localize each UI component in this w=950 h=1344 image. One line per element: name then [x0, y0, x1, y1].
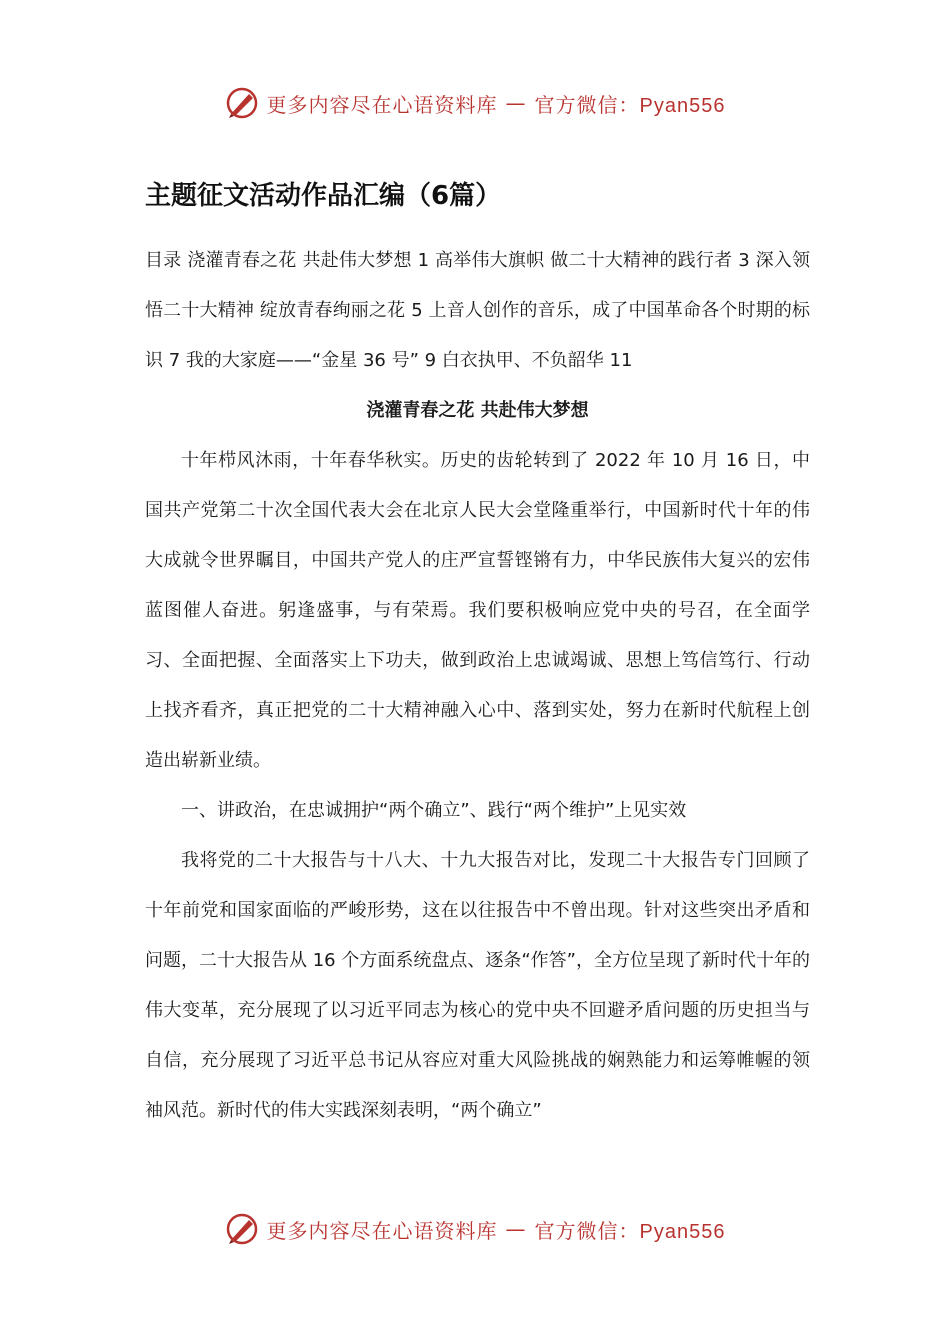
paragraph-3: 我将党的二十大报告与十八大、十九大报告对比，发现二十大报告专门回顾了十年前党和国家面临的严峻形势，这在以往报告中不曾出现。针对这些突出矛盾和问题，二十大报告从 16 个方面系统盘点、逐条“作答”，全方位呈现了新时代十年的伟大变革，充分展现了以习近平同志为核心的党中央不回避矛盾问题的历史担当与自信，充分展现了习近平总书记从容应对重大风险挑战的娴熟能力和运筹帷幄的领袖风范。新时代的伟大实践深刻表明，“两个确立” — [145, 850, 810, 1121]
banner-separator: — — [505, 1217, 527, 1241]
footer-banner — [0, 1212, 950, 1246]
section-title: 浇灌青春之花 共赴伟大梦想 — [366, 400, 589, 421]
paragraph-1: 十年栉风沐雨，十年春华秋实。历史的齿轮转到了 2022 年 10 月 16 日，中国共产党第二十次全国代表大会在北京人民大会堂隆重举行，中国新时代十年的伟大成就令世界瞩目，中国共产党人的庄严宣誓铿锵有力，中华民族伟大复兴的宏伟蓝图催人奋进。躬逢盛事，与有荣焉。我们要积极响应党中央的号召，在全面学习、全面把握、全面落实上下功夫，做到政治上忠诚竭诚、思想上笃信笃行、行动上找齐看齐，真正把党的二十大精神融入心中、落到实处，努力在新时代航程上创造出崭新业绩。 — [145, 450, 810, 771]
pen-logo-icon — [225, 86, 259, 120]
banner-text: 更多内容尽在心语资料库 — [266, 92, 498, 117]
banner-text: 更多内容尽在心语资料库 — [266, 1218, 498, 1243]
document-body — [145, 170, 810, 1136]
banner-wechat: 官方微信：Pyan556 — [534, 1220, 726, 1243]
pen-logo-icon — [225, 1212, 259, 1246]
banner-separator: — — [505, 91, 527, 115]
banner-wechat: 官方微信：Pyan556 — [534, 94, 726, 117]
document-title: 主题征文活动作品汇编（6篇） — [145, 181, 502, 211]
table-of-contents: 目录 浇灌青春之花 共赴伟大梦想 1 高举伟大旗帜 做二十大精神的践行者 3 深入领悟二十大精神 绽放青春绚丽之花 5 上音人创作的音乐，成了中国革命各个时期的标识 7 我的大家庭——“金星 36 号” 9 白衣执甲、不负韶华 11 — [145, 250, 810, 371]
header-banner — [0, 86, 950, 120]
paragraph-2: 一、讲政治，在忠诚拥护“两个确立”、践行“两个维护”上见实效 — [181, 800, 687, 821]
